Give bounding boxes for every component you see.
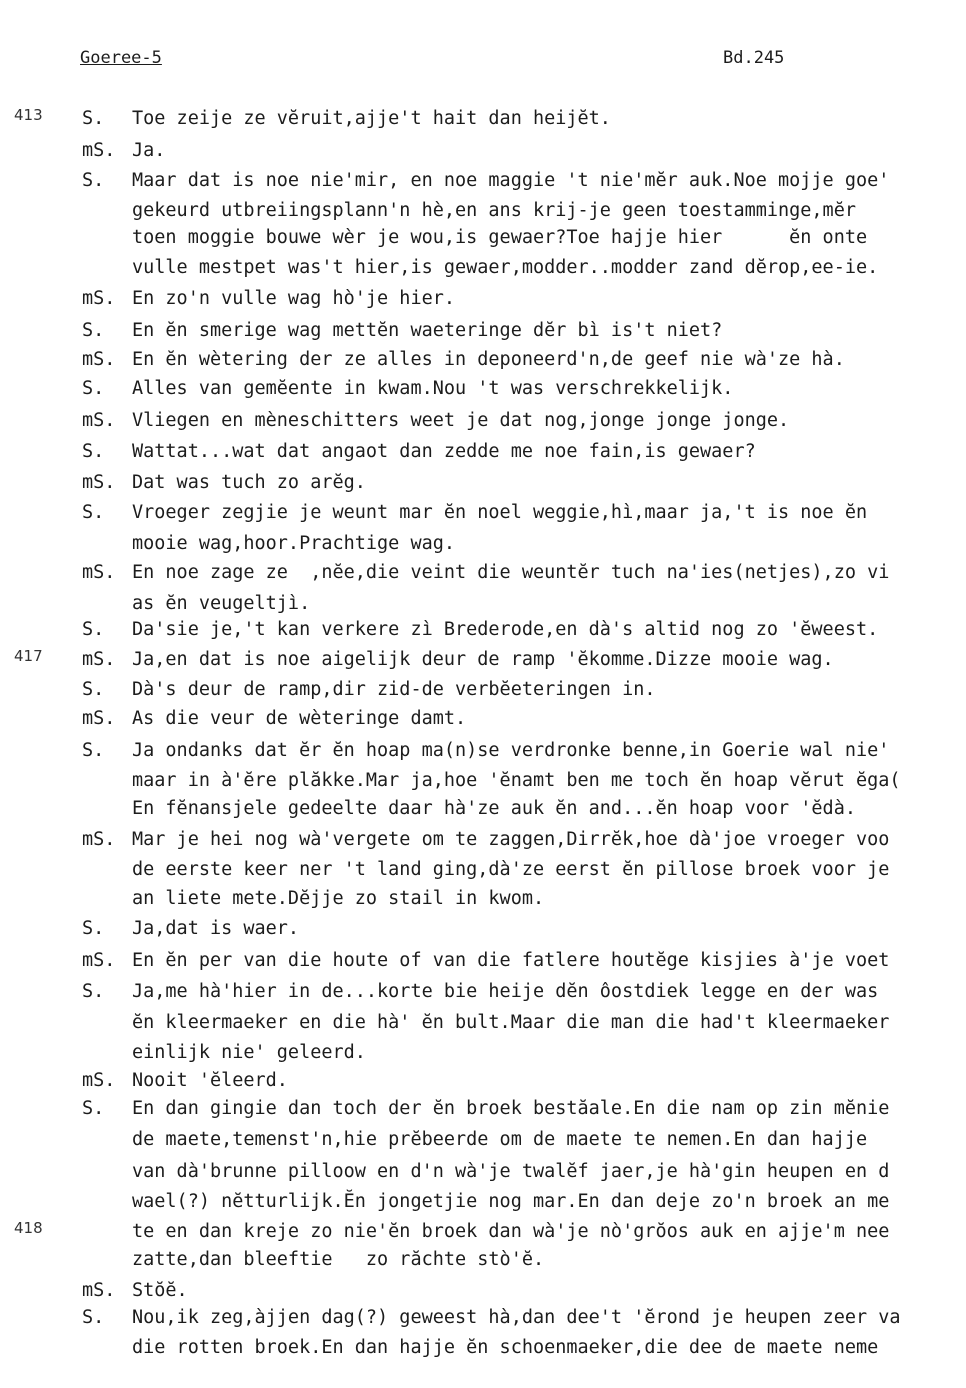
speaker-label: S. (82, 441, 105, 462)
transcript-line (0, 410, 966, 438)
line-text: an liete mete.Dĕjje zo stail in kwom. (132, 888, 545, 909)
line-text: toen moggie bouwe wèr je wou,is gewaer?Toe hajje hier ĕn onte (132, 227, 868, 248)
line-text: die rotten broek.En dan hajje ĕn schoenmaeker,die dee de maete neme (132, 1337, 879, 1358)
speaker-label: mS. (82, 349, 116, 370)
speaker-label: S. (82, 679, 105, 700)
line-text: En zo'n vulle wag hò'je hier. (132, 288, 456, 309)
speaker-label: mS. (82, 649, 116, 670)
transcript-line (0, 859, 966, 887)
line-text: Toe zeije ze vĕruit,ajje't hait dan heijĕt. (132, 108, 611, 129)
transcript-line (0, 200, 966, 228)
speaker-label: mS. (82, 410, 116, 431)
transcript-line (0, 1280, 966, 1308)
line-text: Dà's deur de ramp,dir zid-de verbĕeteringen in. (132, 679, 656, 700)
speaker-label: S. (82, 378, 105, 399)
transcript-line (0, 829, 966, 857)
line-text: te en dan kreje zo nie'ĕn broek dan wà'je nò'grŏos auk en ajje'm nee (132, 1221, 890, 1242)
transcript-line (0, 320, 966, 348)
transcript-line (0, 378, 966, 406)
transcript-line (0, 227, 966, 255)
line-text: Wattat...wat dat angaot dan zedde me noe fain,is gewaer? (132, 441, 756, 462)
transcript-line (0, 170, 966, 198)
page-header (80, 48, 966, 70)
speaker-label: S. (82, 502, 105, 523)
line-text: As die veur de wèteringe damt. (132, 708, 467, 729)
transcript-line (0, 593, 966, 621)
transcript-line (0, 502, 966, 530)
transcript-line (0, 950, 966, 978)
line-text: En fĕnansjele gedeelte daar hà'ze auk ĕn and...ĕn hoap voor 'ĕdà. (132, 798, 856, 819)
transcript-line (0, 472, 966, 500)
margin-annotation: 417 (14, 647, 43, 665)
line-text: maar in à'ĕre plăkke.Mar ja,hoe 'ĕnamt ben me toch ĕn hoap vĕrut ĕga( (132, 770, 901, 791)
speaker-label: S. (82, 1098, 105, 1119)
transcript-line (0, 770, 966, 798)
transcript-line (0, 708, 966, 736)
line-text: wael(?) nĕtturlijk.Ĕn jongetjie nog mar.En dan deje zo'n broek an me (132, 1191, 890, 1212)
transcript-line (0, 562, 966, 590)
line-text: Ja,en dat is noe aigelijk deur de ramp 'ĕkomme.Dizze mooie wag. (132, 649, 834, 670)
line-text: En dan gingie dan toch der ĕn broek bestăale.En die nam op zin mĕnie (132, 1098, 890, 1119)
transcript-line (0, 981, 966, 1009)
speaker-label: S. (82, 619, 105, 640)
line-text: einlijk nie' geleerd. (132, 1042, 366, 1063)
line-text: mooie wag,hoor.Prachtige wag. (132, 533, 456, 554)
speaker-label: S. (82, 108, 105, 129)
transcript-line (0, 1337, 966, 1365)
speaker-label: mS. (82, 562, 116, 583)
line-text: Ja,dat is waer. (132, 918, 300, 939)
page-number: Bd.245 (723, 48, 785, 68)
transcript-line (0, 441, 966, 469)
speaker-label: mS. (82, 1070, 116, 1091)
speaker-label: mS. (82, 288, 116, 309)
line-text: Ja. (132, 140, 166, 161)
line-text: Dat was tuch zo arĕg. (132, 472, 366, 493)
transcript-line (0, 108, 966, 136)
transcript-line (0, 1070, 966, 1098)
line-text: Ja ondanks dat ĕr ĕn hoap ma(n)se verdronke benne,in Goerie wal nie' (132, 740, 890, 761)
speaker-label: mS. (82, 950, 116, 971)
speaker-label: mS. (82, 140, 116, 161)
line-text: Ja,me hà'hier in de...korte bie heije dĕn ôostdiek legge en der was (132, 981, 879, 1002)
transcript-line (0, 349, 966, 377)
line-text: Maar dat is noe nie'mir, en noe maggie 't nie'mĕr auk.Noe mojje goe' (132, 170, 890, 191)
speaker-label: S. (82, 981, 105, 1002)
line-text: ĕn kleermaeker en die hà' ĕn bult.Maar die man die had't kleermaeker (132, 1012, 890, 1033)
transcript-line (0, 619, 966, 647)
transcript-line (0, 679, 966, 707)
line-text: Nooit 'ĕleerd. (132, 1070, 288, 1091)
transcript-line (0, 649, 966, 677)
transcript-line (0, 1098, 966, 1126)
transcript-line (0, 533, 966, 561)
line-text: Stŏĕ. (132, 1280, 188, 1301)
transcript-line (0, 1249, 966, 1277)
transcript-line (0, 288, 966, 316)
speaker-label: S. (82, 1307, 105, 1328)
transcript-line (0, 1221, 966, 1249)
line-text: En ĕn wètering der ze alles in deponeerd'n,de geef nie wà'ze hà. (132, 349, 845, 370)
transcript-line (0, 1307, 966, 1335)
transcript-line (0, 918, 966, 946)
line-text: Vroeger zegjie je weunt mar ĕn noel weggie,hì,maar ja,'t is noe ĕn (132, 502, 868, 523)
line-text: Alles van gemĕente in kwam.Nou 't was verschrekkelijk. (132, 378, 734, 399)
speaker-label: mS. (82, 472, 116, 493)
line-text: En ĕn smerige wag mettĕn waeteringe dĕr bì is't niet? (132, 320, 723, 341)
transcript-line (0, 1161, 966, 1189)
speaker-label: S. (82, 740, 105, 761)
speaker-label: S. (82, 320, 105, 341)
line-text: de maete,temenst'n,hie prĕbeerde om de maete te nemen.En dan hajje (132, 1129, 868, 1150)
margin-annotation: 418 (14, 1219, 43, 1237)
transcript-line (0, 1191, 966, 1219)
speaker-label: mS. (82, 1280, 116, 1301)
line-text: de eerste keer ner 't land ging,dà'ze eerst ĕn pillose broek voor je (132, 859, 890, 880)
margin-annotation: 413 (14, 106, 43, 124)
line-text: Da'sie je,'t kan verkere zì Brederode,en dà's altid nog zo 'ĕweest. (132, 619, 879, 640)
line-text: gekeurd utbreiingsplann'n hè,en ans krij-je geen toestamminge,mĕr (132, 200, 856, 221)
line-text: vulle mestpet was't hier,is gewaer,modder..modder zand dĕrop,ee-ie. (132, 257, 879, 278)
line-text: van dà'brunne pilloow en d'n wà'je twalĕf jaer,je hà'gin heupen en d (132, 1161, 890, 1182)
transcript-line (0, 740, 966, 768)
transcript-line (0, 1129, 966, 1157)
transcript-line (0, 798, 966, 826)
speaker-label: S. (82, 170, 105, 191)
speaker-label: S. (82, 918, 105, 939)
line-text: En noe zage ze ,nĕe,die veint die weuntĕr tuch na'ies(netjes),zo vi (132, 562, 890, 583)
transcript-line (0, 1012, 966, 1040)
line-text: Nou,ik zeg,àjjen dag(?) geweest hà,dan dee't 'ĕrond je heupen zeer va (132, 1307, 901, 1328)
transcript-line (0, 1042, 966, 1070)
line-text: as ĕn veugeltjì. (132, 593, 311, 614)
line-text: Vliegen en mèneschitters weet je dat nog,jonge jonge jonge. (132, 410, 790, 431)
line-text: En ĕn per van die houte of van die fatlere houtĕge kisjies à'je voet (132, 950, 890, 971)
speaker-label: mS. (82, 708, 116, 729)
line-text: zatte,dan bleeftie zo răchte stò'ĕ. (132, 1249, 545, 1270)
transcript-line (0, 257, 966, 285)
document-title: Goeree-5 (80, 48, 162, 68)
speaker-label: mS. (82, 829, 116, 850)
transcript-line (0, 140, 966, 168)
transcript-line (0, 888, 966, 916)
line-text: Mar je hei nog wà'vergete om te zaggen,Dirrĕk,hoe dà'joe vroeger voo (132, 829, 890, 850)
